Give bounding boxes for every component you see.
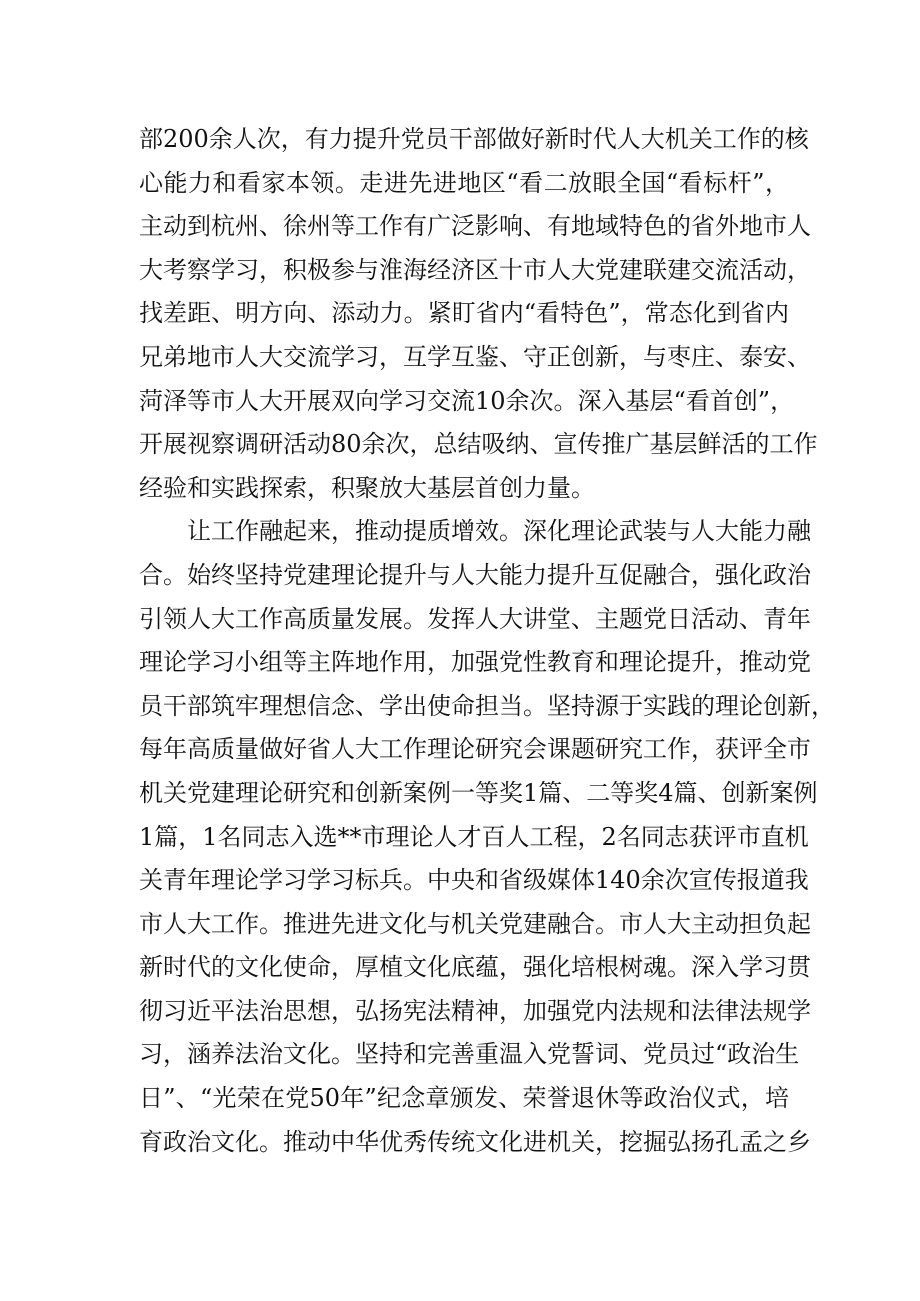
text-line: 市人大工作。推进先进文化与机关党建融合。市人大主动担负起 [139,909,811,938]
text-line: 每年高质量做好省人大工作理论研究会课题研究工作，获评全市 [139,735,811,764]
text-line: 理论学习小组等主阵地作用，加强党性教育和理论提升，推动党 [139,648,811,677]
text-line: 开展视察调研活动80余次，总结吸纳、宣传推广基层鲜活的工作 [139,430,818,459]
text-line: 彻习近平法治思想，弘扬宪法精神，加强党内法规和法律法规学 [139,996,811,1025]
body-text [139,118,835,1164]
text-line: 日”、“光荣在党50年”纪念章颁发、荣誉退休等政治仪式，培 [139,1084,789,1113]
text-line: 合。始终坚持党建理论提升与人大能力提升互促融合，强化政治 [139,560,811,589]
text-line: 菏泽等市人大开展双向学习交流10余次。深入基层“看首创”， [139,386,795,415]
text-line: 心能力和看家本领。走进先进地区“看二放眼全国“看标杆”， [139,168,789,197]
text-line: 育政治文化。推动中华优秀传统文化进机关，挖掘弘扬孔孟之乡 [139,1127,811,1156]
text-line: 机关党建理论研究和创新案例一等奖1篇、二等奖4篇、创新案例 [139,778,818,807]
paragraph-start-line: 让工作融起来，推动提质增效。深化理论武装与人大能力融 [187,517,811,546]
text-line: 习，涵养法治文化。坚持和完善重温入党誓词、党员过“政治生 [139,1040,800,1069]
text-line: 部200余人次，有力提升党员干部做好新时代人大机关工作的核 [139,125,809,153]
text-line: 关青年理论学习学习标兵。中央和省级媒体140余次宣传报道我 [139,866,809,895]
text-line: 大考察学习，积极参与淮海经济区十市人大党建联建交流活动， [139,255,811,284]
text-line: 员干部筑牢理想信念、学出使命担当。坚持源于实践的理论创新， [139,691,835,720]
text-line: 新时代的文化使命，厚植文化底蕴，强化培根树魂。深入学习贯 [139,953,811,982]
text-line: 兄弟地市人大交流学习，互学互鉴、守正创新，与枣庄、泰安、 [139,342,811,371]
text-line: 1篇，1名同志入选**市理论人才百人工程，2名同志获评市直机 [139,822,809,851]
text-line: 主动到杭州、徐州等工作有广泛影响、有地域特色的省外地市人 [139,212,811,241]
text-line: 经验和实践探索，积聚放大基层首创力量。 [139,473,595,502]
text-line: 引领人大工作高质量发展。发挥人大讲堂、主题党日活动、青年 [139,604,811,633]
text-line: 找差距、明方向、添动力。紧盯省内“看特色”，常态化到省内 [139,299,789,328]
